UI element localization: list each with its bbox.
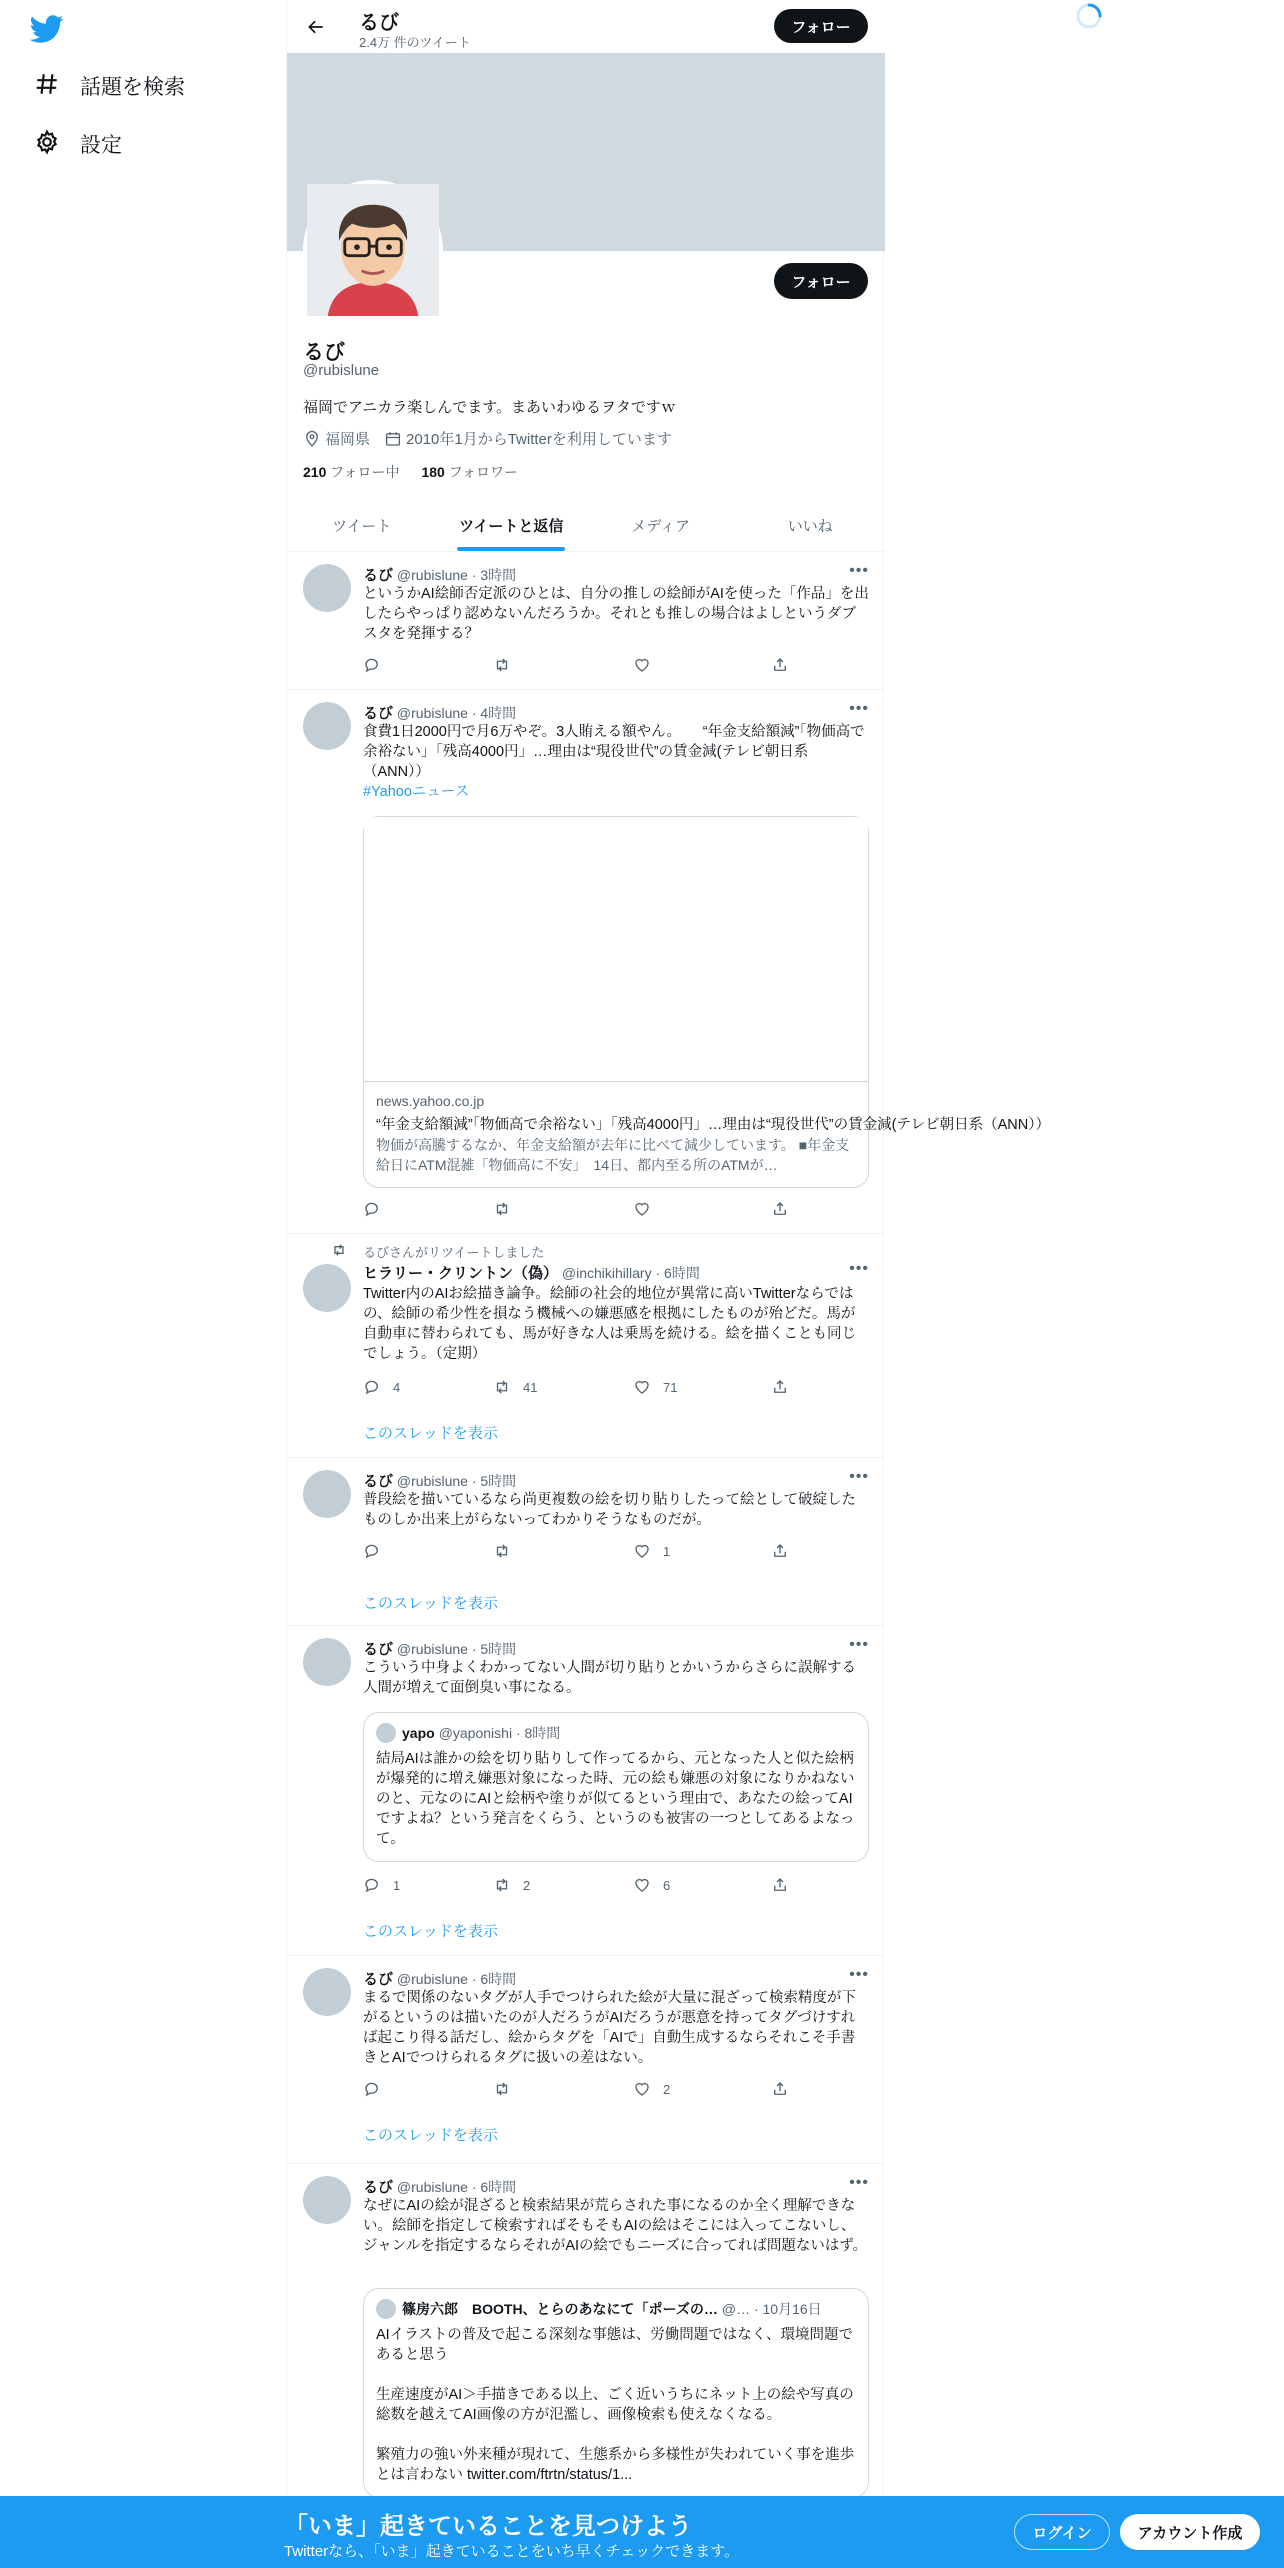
tweet-item[interactable] [287,2164,885,2504]
header-display-name: るび [359,12,399,34]
login-button[interactable]: ログイン [1014,2514,1110,2550]
avatar[interactable] [303,564,351,612]
tweet-header [363,1638,516,1659]
location-icon [303,430,321,448]
arrow-left-icon [306,17,326,37]
quoted-meta: @… · 10月16日 [721,2301,822,2317]
tweet-header [363,1470,516,1491]
tweet-actions [363,1876,803,1898]
profile-tabs [287,500,885,552]
more-icon[interactable]: ••• [849,2174,869,2191]
like-button[interactable] [633,1200,663,1218]
share-icon [771,1876,789,1894]
reply-button[interactable] [363,1200,393,1218]
signup-banner [0,2496,1284,2568]
hashtag-link[interactable]: #Yahooニュース [363,784,470,800]
banner-title: 「いま」起きていることを見つけよう [284,2513,692,2540]
like-button[interactable] [633,1876,670,1894]
more-icon[interactable]: ••• [849,1636,869,1653]
followers-label: フォロワー [448,464,519,480]
profile-location: 福岡県 [325,431,371,448]
link-card[interactable] [363,816,1050,1188]
quoted-author-name: 篠房六郎 BOOTH、とらのあなにて「ポーズの… [402,2301,718,2317]
like-count: 6 [663,1877,671,1893]
heart-icon [633,1378,651,1396]
avatar[interactable] [303,1264,351,1312]
tweet-item[interactable] [287,690,1050,1234]
profile-bio: 福岡でアニカラ楽しんでます。まあいわゆるヲタですｗ [303,399,676,416]
quoted-tweet-header [376,1723,560,1743]
tab-likes[interactable]: いいね [787,518,833,535]
heart-icon [633,2080,651,2098]
reply-count: 1 [393,1877,401,1893]
profile-display-name: るび [303,341,345,364]
like-button[interactable] [633,2080,670,2098]
more-icon[interactable]: ••• [849,700,869,717]
tweet-meta: @inchikihillary · 6時間 [561,1265,700,1281]
retweeted-by-label[interactable]: るびさんがリツイートしました [363,1245,545,1260]
profile-follow-stats [303,462,518,482]
reply-icon [363,1876,381,1894]
tweet-actions [363,1200,803,1222]
retweet-button[interactable] [493,2080,523,2098]
share-button[interactable] [771,656,801,674]
reply-icon [363,1542,381,1560]
back-button[interactable] [301,12,331,42]
tweet-item[interactable] [287,1956,885,2164]
signup-button[interactable]: アカウント作成 [1120,2514,1260,2550]
avatar [376,2299,396,2319]
retweet-icon [493,1200,511,1218]
tweet-item[interactable] [287,552,885,690]
quoted-tweet-text: 結局AIは誰かの絵を切り貼りして作ってるから、元となった人と似た絵柄が爆発的に増え嫌悪対象になった時、元の絵も嫌悪の対象になりかねないのと、元なのにAIと絵柄や塗りが似てるという理由で、あなたの絵ってAIですよね？という発言をくらう、というのも被害の一つとしてあるよなって。 [376,1751,855,1847]
reply-button[interactable] [363,2080,393,2098]
tweet-author-name[interactable]: るび [363,567,394,584]
following-label: フォロー中 [330,464,400,480]
banner-subtitle: Twitterなら、「いま」起きていることをいち早くチェックできます。 [284,2543,740,2560]
share-button[interactable] [771,1378,801,1396]
retweet-button[interactable] [493,1378,537,1396]
share-button[interactable] [771,1876,801,1894]
quoted-author-name: yapo [402,1725,435,1741]
header-tweet-count: 2.4万 件のツイート [359,35,471,50]
tweet-actions [363,2080,803,2102]
share-button[interactable] [771,1542,801,1560]
tweet-meta: @rubislune · 5時間 [396,1641,517,1657]
tweet-actions [363,656,803,678]
more-icon[interactable]: ••• [849,1468,869,1485]
tweet-meta: @rubislune · 3時間 [396,567,517,583]
twitter-logo-icon[interactable] [30,12,64,46]
profile-joined: 2010年1月からTwitterを利用しています [406,431,672,448]
quoted-tweet-text: AIイラストの普及で起こる深刻な事態は、労働問題ではなく、環境問題であると思う 生産速度がAI＞手描きである以上、ごく近いうちにネット上の絵や写真の総数を越えてAI画像の方が氾濫し、画像検索も使えなくなる。 繁殖力の強い外来種が現れて、生態系から多様性が失われていく事を進歩とは言わない twitter.com/ftrtn/status/1... [376,2327,855,2483]
tweet-meta: @rubislune · 6時間 [396,1971,517,1987]
share-icon [771,1200,789,1218]
tweet-text: 普段絵を描いているなら尚更複数の絵を切り貼りしたって絵として破綻したものしか出来上がらないってわかりそうなものだが。 [363,1492,856,1528]
card-description: 物価が高騰するなか、年金支給額が去年に比べて減少しています。 ■年金支給日にATM混雑「物価高に不安」 14日、都内至る所のATMが… [376,1137,850,1173]
reply-button[interactable] [363,1876,400,1894]
tweet-text: こういう中身よくわかってない人間が切り貼りとかいうからさらに誤解する人間が増えて面倒臭い事になる。 [363,1660,856,1696]
card-image [364,817,868,1082]
tweet-item[interactable] [287,1458,885,1626]
avatar[interactable] [303,2176,351,2224]
share-icon [771,1542,789,1560]
nav-settings[interactable] [34,124,122,164]
tweet-header [363,702,516,723]
left-nav [0,0,286,2568]
profile-handle: @rubislune [303,362,380,379]
retweet-button[interactable] [493,1200,523,1218]
tweet-author-name[interactable]: ヒラリー・クリントン（偽） [363,1265,559,1282]
share-button[interactable] [771,2080,801,2098]
like-button[interactable] [633,1378,677,1396]
retweet-icon [493,1876,511,1894]
reply-count: 4 [393,1379,401,1395]
tweet-meta: @rubislune · 6時間 [396,2179,517,2195]
tweet-header [363,1968,516,1989]
tweet-header [363,564,516,585]
heart-icon [633,1200,651,1218]
tweet-meta: @rubislune · 4時間 [396,705,517,721]
tweet-author-name[interactable]: るび [363,705,394,722]
more-icon[interactable]: ••• [849,1966,869,1983]
share-icon [771,656,789,674]
profile-follow-button[interactable]: フォロー [774,263,868,299]
profile-column [286,0,1050,2568]
hash-icon [34,71,60,102]
quoted-tweet[interactable] [363,2288,869,2498]
heart-icon [633,1876,651,1894]
tweet-item[interactable] [287,1626,885,1956]
followers-count: 180 [421,464,445,480]
tweet-header [363,2176,516,2197]
tweet-item[interactable] [287,1234,885,1458]
avatar[interactable] [303,1968,351,2016]
quoted-tweet[interactable] [363,1712,869,1862]
heart-icon [633,1542,651,1560]
retweet-count: 2 [523,1877,531,1893]
retweet-button[interactable] [493,1876,530,1894]
avatar[interactable] [303,702,351,750]
retweet-button[interactable] [493,656,523,674]
tweet-text: というかAI絵師否定派のひとは、自分の推しの絵師がAIを使った「作品」を出したらやっぱり認めないんだろうか。それとも推しの場合はよしというダブスタを発揮する？ [363,586,869,642]
reply-icon [363,656,381,674]
quoted-meta: @yaponishi · 8時間 [438,1725,561,1741]
tweet-meta: @rubislune · 5時間 [396,1473,517,1489]
reply-icon [363,1378,381,1396]
like-button[interactable] [633,1542,670,1560]
reply-icon [363,2080,381,2098]
profile-header-bar [287,0,885,53]
reply-button[interactable] [363,1542,393,1560]
tweet-author-name[interactable]: るび [363,2179,394,2196]
nav-explore[interactable] [34,66,185,106]
retweet-icon [493,1542,511,1560]
like-button[interactable] [633,656,663,674]
tab-media[interactable]: メディア [631,518,691,535]
tweet-header [363,1262,700,1283]
retweet-count: 41 [523,1379,538,1395]
tweet-author-name[interactable]: るび [363,1641,394,1658]
share-icon [771,1378,789,1396]
avatar [376,1723,396,1743]
quoted-tweet-header [376,2299,822,2319]
header-follow-button[interactable]: フォロー [774,9,868,43]
show-thread-link[interactable]: このスレッドを表示 [363,2127,498,2144]
retweet-icon [493,1378,511,1396]
heart-icon [633,656,651,674]
share-button[interactable] [771,1200,801,1218]
card-title: “年金支給額減”「物価高で余裕ない」「残高4000円」…理由は“現役世代”の賃金減(テレビ朝日系（ANN）） [376,1117,1050,1133]
like-count: 1 [663,1543,671,1559]
more-icon[interactable]: ••• [849,1260,869,1277]
nav-settings-label: 設定 [80,134,122,157]
profile-avatar[interactable] [303,180,443,320]
retweet-button[interactable] [493,1542,523,1560]
like-count: 2 [663,2081,671,2097]
reply-button[interactable] [363,1378,400,1396]
reply-button[interactable] [363,656,393,674]
tweet-text: Twitter内のAIお絵描き論争。絵師の社会的地位が異常に高いTwitterならではの、絵師の希少性を損なう機械への嫌悪感を根拠にしたものが殆どだ。馬が自動車に替わられても、馬が好きな人は乗馬を続ける。絵を描くことも同じでしょう。（定期） [363,1286,856,1362]
tweet-author-name[interactable]: るび [363,1971,394,1988]
avatar[interactable] [303,1638,351,1686]
following-link[interactable] [303,464,400,480]
avatar[interactable] [303,1470,351,1518]
nav-explore-label: 話題を検索 [80,76,185,99]
like-count: 71 [663,1379,678,1395]
tweet-author-name[interactable]: るび [363,1473,394,1490]
tweet-text [363,722,869,802]
following-count: 210 [303,464,327,480]
retweet-icon [493,2080,511,2098]
show-thread-link[interactable]: このスレッドを表示 [363,1923,498,1940]
profile-meta [303,428,672,449]
show-thread-link[interactable]: このスレッドを表示 [363,1595,498,1612]
retweet-icon [493,656,511,674]
more-icon[interactable]: ••• [849,562,869,579]
show-thread-link[interactable]: このスレッドを表示 [363,1425,498,1442]
tab-tweets[interactable]: ツイート [332,518,392,535]
tweet-text-body: 食費1日2000円で月6万やぞ。3人賄える額やん。 “年金支給額減”「物価高で余裕ない」「残高4000円」…理由は“現役世代”の賃金減(テレビ朝日系（ANN）） [363,724,865,780]
tweet-actions [363,1542,803,1564]
gear-icon [34,129,60,160]
tab-tweets-and-replies[interactable]: ツイートと返信 [437,500,587,551]
reply-icon [363,1200,381,1218]
tweet-actions [363,1378,803,1400]
share-icon [771,2080,789,2098]
tweet-text: まるで関係のないタグが人手でつけられた絵が大量に混ざって検索精度が下がるというのは描いたのが人だろうがAIだろうが悪意を持ってタグづけすれば起こり得る話だし、絵からタグを「AIで」自動生成するならそれこそ手書きとAIでつけられるタグに扱いの差はない。 [363,1990,856,2066]
tweet-text: なぜにAIの絵が混ざると検索結果が荒らされた事になるのか全く理解できない。絵師を指定して検索すればそもそもAIの絵はそこには入ってこないし、ジャンルを指定するならそれがAIの絵でもニーズに合ってれば問題ないはず。 [363,2198,868,2254]
calendar-icon [384,430,402,448]
followers-link[interactable] [421,464,518,480]
retweet-icon [331,1242,347,1258]
loading-spinner-icon [1074,1,1104,31]
card-domain: news.yahoo.co.jp [376,1093,485,1109]
